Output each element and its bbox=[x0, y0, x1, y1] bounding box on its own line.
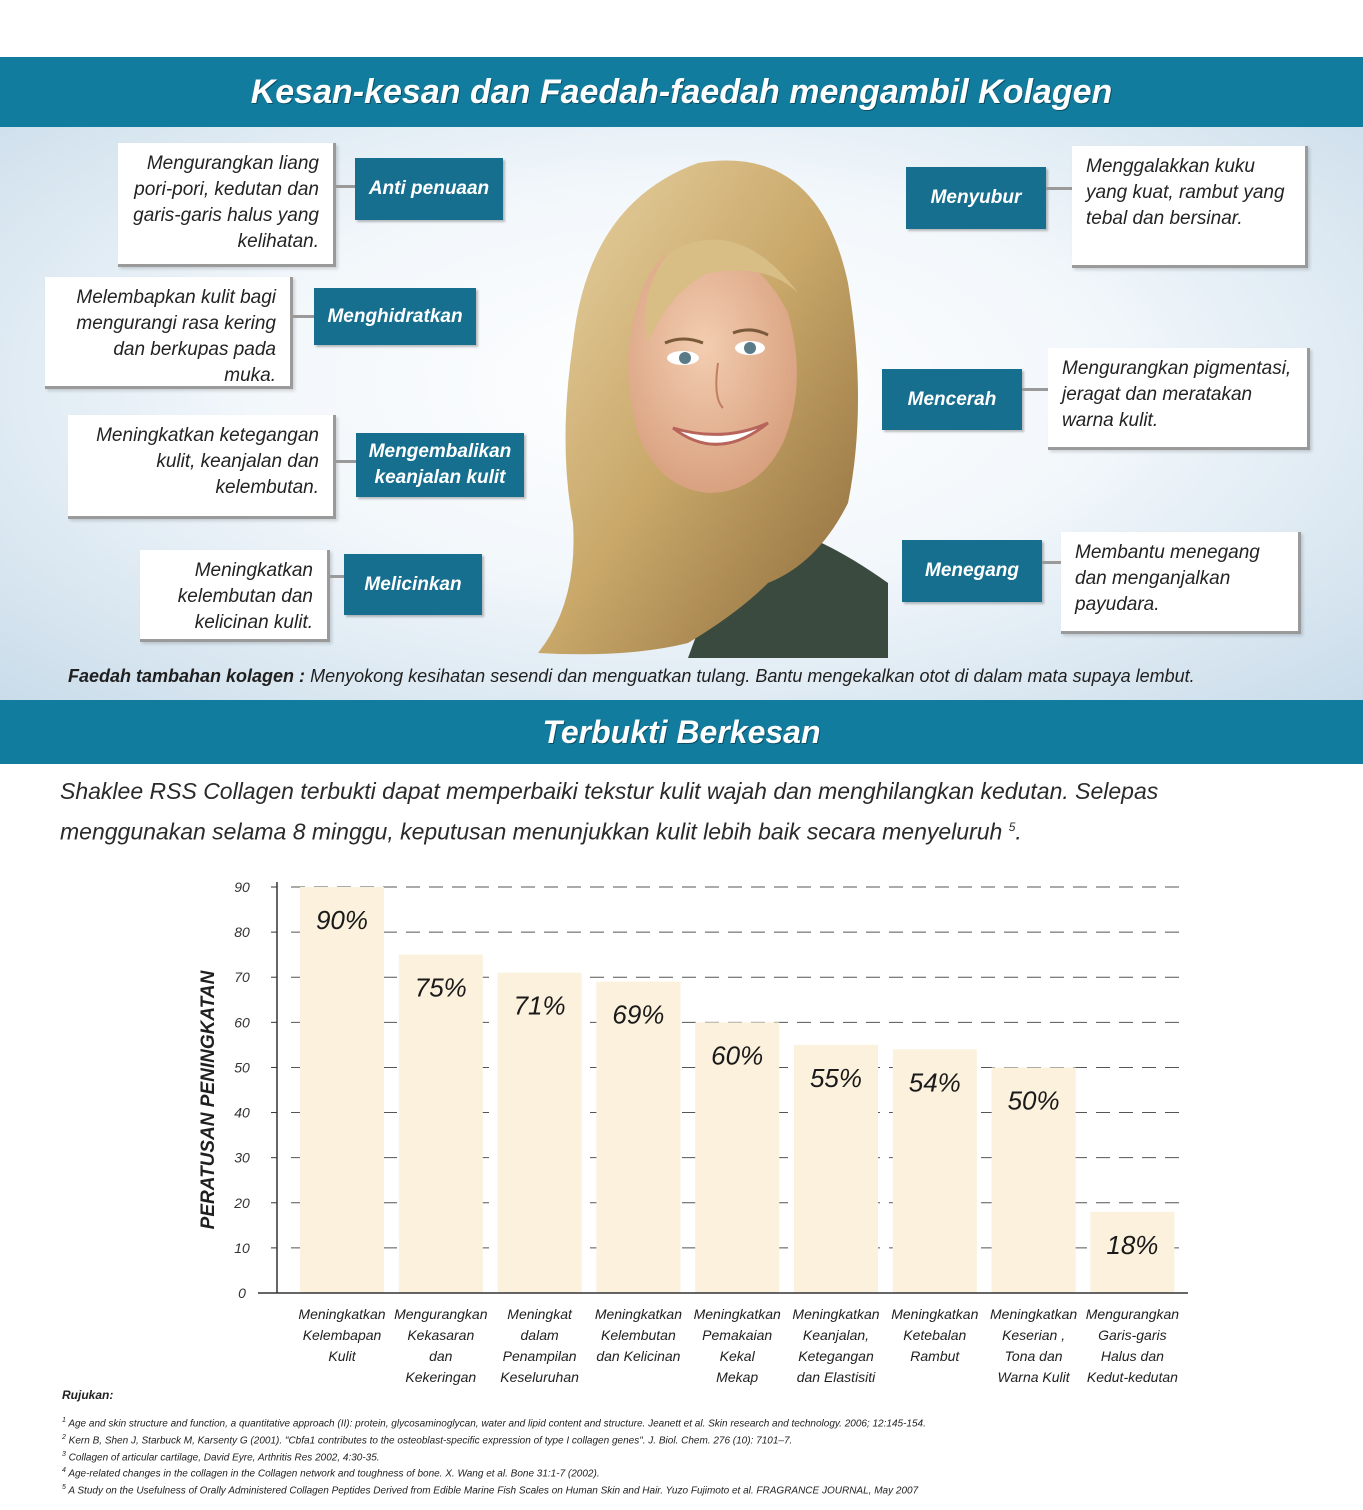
value-label: 90% bbox=[315, 905, 369, 935]
benefit-text-brighten: Mengurangkan pigmentasi, jeragat dan meratakan warna kulit. bbox=[1048, 348, 1310, 450]
benefit-text-firming: Membantu menegang dan menganjalkan payudara. bbox=[1061, 532, 1301, 634]
benefit-text-anti-aging: Mengurangkan liang pori-pori, kedutan dan garis-garis halus yang kelihatan. bbox=[118, 143, 336, 267]
references bbox=[62, 1388, 1312, 1498]
tag-firming: Menegang bbox=[902, 540, 1042, 602]
category-label: Meningkat dalam Penampilan Keseluruhan bbox=[500, 1306, 579, 1385]
y-tick-label: 70 bbox=[234, 969, 250, 986]
tag-hydrating: Menghidratkan bbox=[314, 288, 476, 345]
y-tick-label: 40 bbox=[234, 1104, 250, 1121]
connector-line bbox=[330, 575, 344, 578]
value-label: 54% bbox=[908, 1067, 961, 1098]
reference-number: 4 bbox=[62, 1467, 66, 1475]
tag-elasticity: Mengembalikan keanjalan kulit bbox=[356, 433, 524, 497]
benefit-text-nourish: Menggalakkan kuku yang kuat, rambut yang tebal dan bersinar. bbox=[1072, 146, 1308, 268]
y-tick-label: 0 bbox=[238, 1285, 246, 1301]
section-banner bbox=[0, 700, 1363, 764]
y-tick-label: 50 bbox=[234, 1059, 250, 1076]
reference-item bbox=[62, 1414, 1312, 1431]
reference-text: A Study on the Usefulness of Orally Administered Collagen Peptides Derived from Edible Marine Fish Scales on Human Skin and Hair. Yuzo Fujimoto et al. FRAGRANCE JOURNAL, May 2007 bbox=[65, 1485, 919, 1497]
value-label: 50% bbox=[1007, 1085, 1060, 1116]
category-label: Meningkatkan Keanjalan, Ketegangan dan Elastisiti bbox=[792, 1306, 880, 1385]
tag-brighten: Mencerah bbox=[882, 369, 1022, 430]
y-tick-label: 10 bbox=[234, 1239, 250, 1256]
reference-item bbox=[62, 1448, 1312, 1465]
reference-text: Age and skin structure and function, a quantitative approach (II): protein, glycosaminoglycan, water and lipid content and structure. Jeanett et al. Skin research and technology. 2006; 12:145-154. bbox=[65, 1418, 926, 1430]
value-label: 75% bbox=[414, 972, 467, 1003]
extra-benefit-note bbox=[68, 666, 1328, 687]
reference-list bbox=[62, 1414, 1312, 1498]
reference-number: 1 bbox=[62, 1417, 66, 1424]
connector-line bbox=[336, 460, 356, 463]
bar bbox=[498, 973, 582, 1293]
value-label: 55% bbox=[809, 1062, 863, 1093]
value-label: 60% bbox=[711, 1040, 764, 1071]
connector-line bbox=[293, 315, 314, 318]
category-label: Meningkatkan Kelembapan Kulit bbox=[298, 1306, 386, 1364]
y-tick-label: 30 bbox=[234, 1149, 250, 1166]
intro-end: . bbox=[1015, 818, 1022, 845]
category-label: Meningkatkan Pemakaian Kekal Mekap bbox=[693, 1306, 781, 1385]
reference-item bbox=[62, 1431, 1312, 1448]
tag-smoothing: Melicinkan bbox=[344, 554, 482, 615]
bar bbox=[300, 887, 384, 1293]
bar-chart bbox=[180, 872, 1230, 1392]
extra-benefit-label: Faedah tambahan kolagen : bbox=[68, 666, 306, 686]
intro-text: Shaklee RSS Collagen terbukti dapat memperbaiki tekstur kulit wajah dan menghilangkan kedutan. Selepas menggunakan selama 8 minggu, keputusan menunjukkan kulit lebih baik secara menyeluruh bbox=[60, 778, 1159, 845]
intro-ref-mark: 5 bbox=[1008, 820, 1016, 834]
benefit-text-hydrating: Melembapkan kulit bagi mengurangi rasa kering dan berkupas pada muka. bbox=[45, 277, 293, 389]
y-tick-label: 60 bbox=[234, 1014, 250, 1031]
reference-number: 2 bbox=[62, 1433, 66, 1441]
connector-line bbox=[1022, 388, 1048, 391]
reference-item bbox=[62, 1481, 1312, 1498]
value-label: 69% bbox=[612, 999, 665, 1030]
y-tick-label: 80 bbox=[234, 924, 250, 941]
value-label: 18% bbox=[1106, 1229, 1159, 1260]
y-axis-label: PERATUSAN PENINGKATAN bbox=[198, 970, 219, 1230]
category-label: Mengurangkan Kekasaran dan Kekeringan bbox=[394, 1306, 488, 1385]
reference-text: Collagen of articular cartilage, David Eyre, Arthritis Res 2002, 4:30-35. bbox=[65, 1451, 380, 1463]
benefit-text-smoothing: Meningkatkan kelembutan dan kelicinan kulit. bbox=[140, 550, 330, 642]
bar bbox=[399, 955, 483, 1293]
category-label: Meningkatkan Kelembutan dan Kelicinan bbox=[594, 1306, 682, 1364]
value-label: 71% bbox=[513, 990, 566, 1021]
benefit-text-elasticity: Meningkatkan ketegangan kulit, keanjalan dan kelembutan. bbox=[68, 415, 336, 519]
tag-nourish: Menyubur bbox=[906, 167, 1046, 229]
y-tick-label: 90 bbox=[234, 879, 250, 895]
reference-text: Age-related changes in the collagen in the Collagen network and toughness of bone. X. Wang et al. Bone 31:1-7 (2002). bbox=[65, 1468, 600, 1480]
tag-anti-aging: Anti penuaan bbox=[355, 158, 503, 220]
y-tick-label: 20 bbox=[234, 1194, 250, 1211]
reference-text: Kern B, Shen J, Starbuck M, Karsenty G (2001). "Cbfa1 contributes to the osteoblast-specific expression of type I collagen genes". J. Biol. Chem. 276 (10): 7101–7. bbox=[65, 1435, 793, 1447]
reference-number: 3 bbox=[62, 1450, 66, 1458]
connector-line bbox=[1046, 187, 1072, 190]
category-label: Mengurangkan Garis-garis Halus dan Kedut-kedutan bbox=[1085, 1306, 1180, 1385]
section-title: Terbukti Berkesan bbox=[542, 713, 821, 750]
category-label: Meningkatkan Ketebalan Rambut bbox=[891, 1306, 979, 1364]
connector-line bbox=[1042, 561, 1061, 564]
header-banner bbox=[0, 57, 1363, 127]
intro-paragraph bbox=[60, 773, 1310, 850]
reference-item bbox=[62, 1464, 1312, 1481]
woman-portrait-image bbox=[518, 143, 888, 658]
references-title: Rujukan: bbox=[62, 1388, 114, 1402]
category-label: Meningkatkan Keserian , Tona dan Warna Kulit bbox=[990, 1306, 1078, 1385]
reference-number: 5 bbox=[62, 1484, 66, 1492]
connector-line bbox=[336, 185, 355, 188]
page-title: Kesan-kesan dan Faedah-faedah mengambil Kolagen bbox=[250, 72, 1113, 111]
extra-benefit-text: Menyokong kesihatan sesendi dan menguatkan tulang. Bantu mengekalkan otot di dalam mata supaya lembut. bbox=[310, 666, 1195, 686]
